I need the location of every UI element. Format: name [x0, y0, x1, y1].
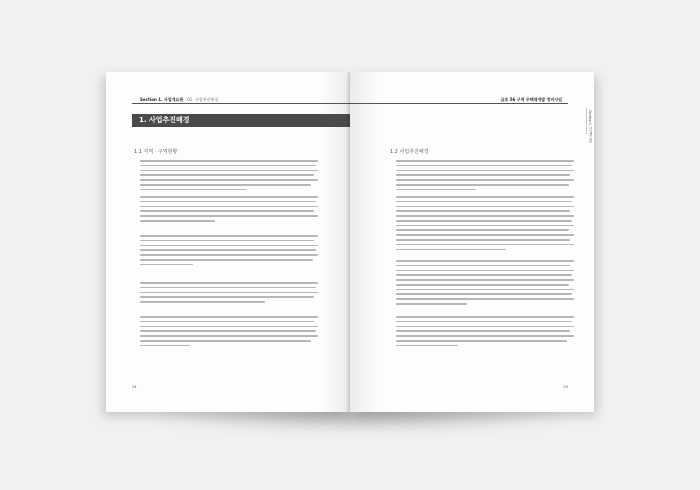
side-tab-label: Section 1. 사업개요편	[588, 110, 592, 143]
section-side-tab	[586, 108, 595, 143]
left-section-title: 1.1 지역 · 구역현황	[134, 149, 178, 155]
left-paragraph-2	[140, 196, 318, 225]
chapter-title: 1. 사업추진배경	[139, 116, 190, 124]
right-page-number: 25	[563, 385, 568, 389]
right-header-rule	[350, 103, 568, 104]
right-header: 금호 56 구역 주택재개발 정비사업	[500, 97, 562, 102]
right-paragraph-1	[396, 160, 574, 193]
left-paragraph-5	[140, 316, 318, 349]
left-paragraph-4	[140, 282, 318, 306]
left-header-section: Section 1. 사업개요편	[140, 97, 184, 102]
left-page-number: 24	[132, 385, 137, 389]
left-paragraph-1	[140, 160, 318, 193]
right-paragraph-2	[396, 196, 574, 253]
right-section-title: 1.2 사업추진배경	[390, 149, 429, 155]
left-page	[106, 72, 350, 412]
left-header-rule	[132, 103, 350, 104]
left-header-subsection: 01. 사업추진배경	[187, 97, 219, 102]
right-paragraph-4	[396, 316, 574, 349]
chapter-banner	[132, 114, 350, 127]
right-paragraph-3	[396, 260, 574, 308]
left-paragraph-3	[140, 235, 318, 268]
right-page	[350, 72, 594, 412]
